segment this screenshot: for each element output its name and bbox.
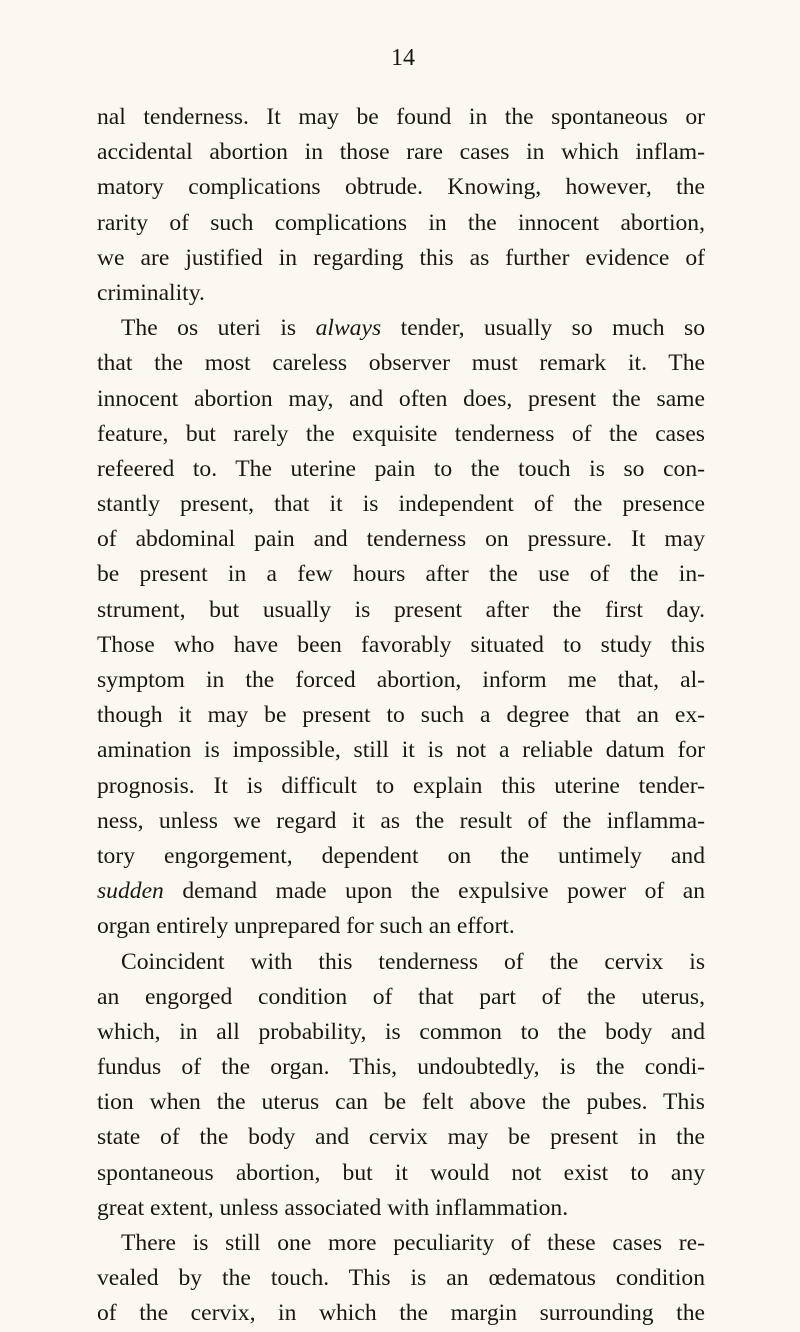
text-line: vealed by the touch. This is an œdematous condition [97, 1265, 705, 1292]
text-line: amination is impossible, still it is not a reliable datum for [97, 737, 705, 764]
text-line: stantly present, that it is independent of the presence [97, 491, 705, 518]
text-line: refeered to. The uterine pain to the touch is so con- [97, 455, 705, 482]
text-line: nal tenderness. It may be found in the spontaneous or [97, 104, 705, 130]
text-line: tion when the uterus can be felt above the pubes. This [97, 1089, 705, 1116]
text-segment: demand made upon the expulsive power of an [182, 878, 705, 905]
text-line: prognosis. It is difficult to explain this uterine tender- [97, 772, 705, 799]
text-line: which, in all probability, is common to the body and [97, 1018, 705, 1045]
text-line: criminality. [97, 279, 205, 306]
text-line: There is still one more peculiarity of these cases re- [121, 1230, 705, 1256]
text-line: symptom in the forced abortion, inform me that, al- [97, 667, 705, 693]
text-line: accidental abortion in those rare cases in which inflam- [97, 139, 705, 166]
text-line: state of the body and cervix may be present in the [97, 1124, 705, 1151]
emphasis: always [315, 315, 382, 342]
text-line: matory complications obtrude. Knowing, however, the [97, 174, 705, 201]
text-line: Coincident with this tenderness of the cervix is [121, 948, 705, 975]
text-line [97, 874, 705, 909]
page-number: 14 [391, 45, 415, 71]
text-line: an engorged condition of that part of the uterus, [97, 983, 705, 1010]
text-line: we are justified in regarding this as further evidence of [97, 244, 705, 271]
text-line: fundus of the organ. This, undoubtedly, is the condi- [97, 1054, 705, 1081]
emphasis: sudden [97, 878, 164, 905]
text-line: that the most careless observer must remark it. The [97, 350, 705, 377]
text-line: be present in a few hours after the use of the in- [97, 561, 705, 588]
text-line: spontaneous abortion, but it would not exist to any [97, 1159, 705, 1186]
body-text [97, 100, 705, 1332]
text-line: great extent, unless associated with inflammation. [97, 1194, 569, 1221]
text-line: tory engorgement, dependent on the untimely and [97, 842, 705, 869]
text-line: ness, unless we regard it as the result of the inflamma- [97, 807, 705, 834]
text-line: of abdominal pain and tenderness on pressure. It may [97, 526, 705, 553]
text-line [97, 311, 705, 346]
text-line: though it may be present to such a degree that an ex- [97, 702, 705, 729]
text-segment: The os uteri is [121, 315, 297, 342]
text-line: Those who have been favorably situated to study this [97, 631, 705, 658]
text-line: feature, but rarely the exquisite tenderness of the cases [97, 420, 705, 447]
text-line: of the cervix, in which the margin surrounding the [97, 1300, 705, 1327]
text-line: strument, but usually is present after the first day. [97, 596, 705, 623]
text-line: organ entirely unprepared for such an effort. [97, 913, 515, 940]
text-segment: tender, usually so much so [400, 315, 706, 342]
text-line: rarity of such complications in the innocent abortion, [97, 209, 705, 236]
text-line: innocent abortion may, and often does, present the same [97, 385, 705, 412]
